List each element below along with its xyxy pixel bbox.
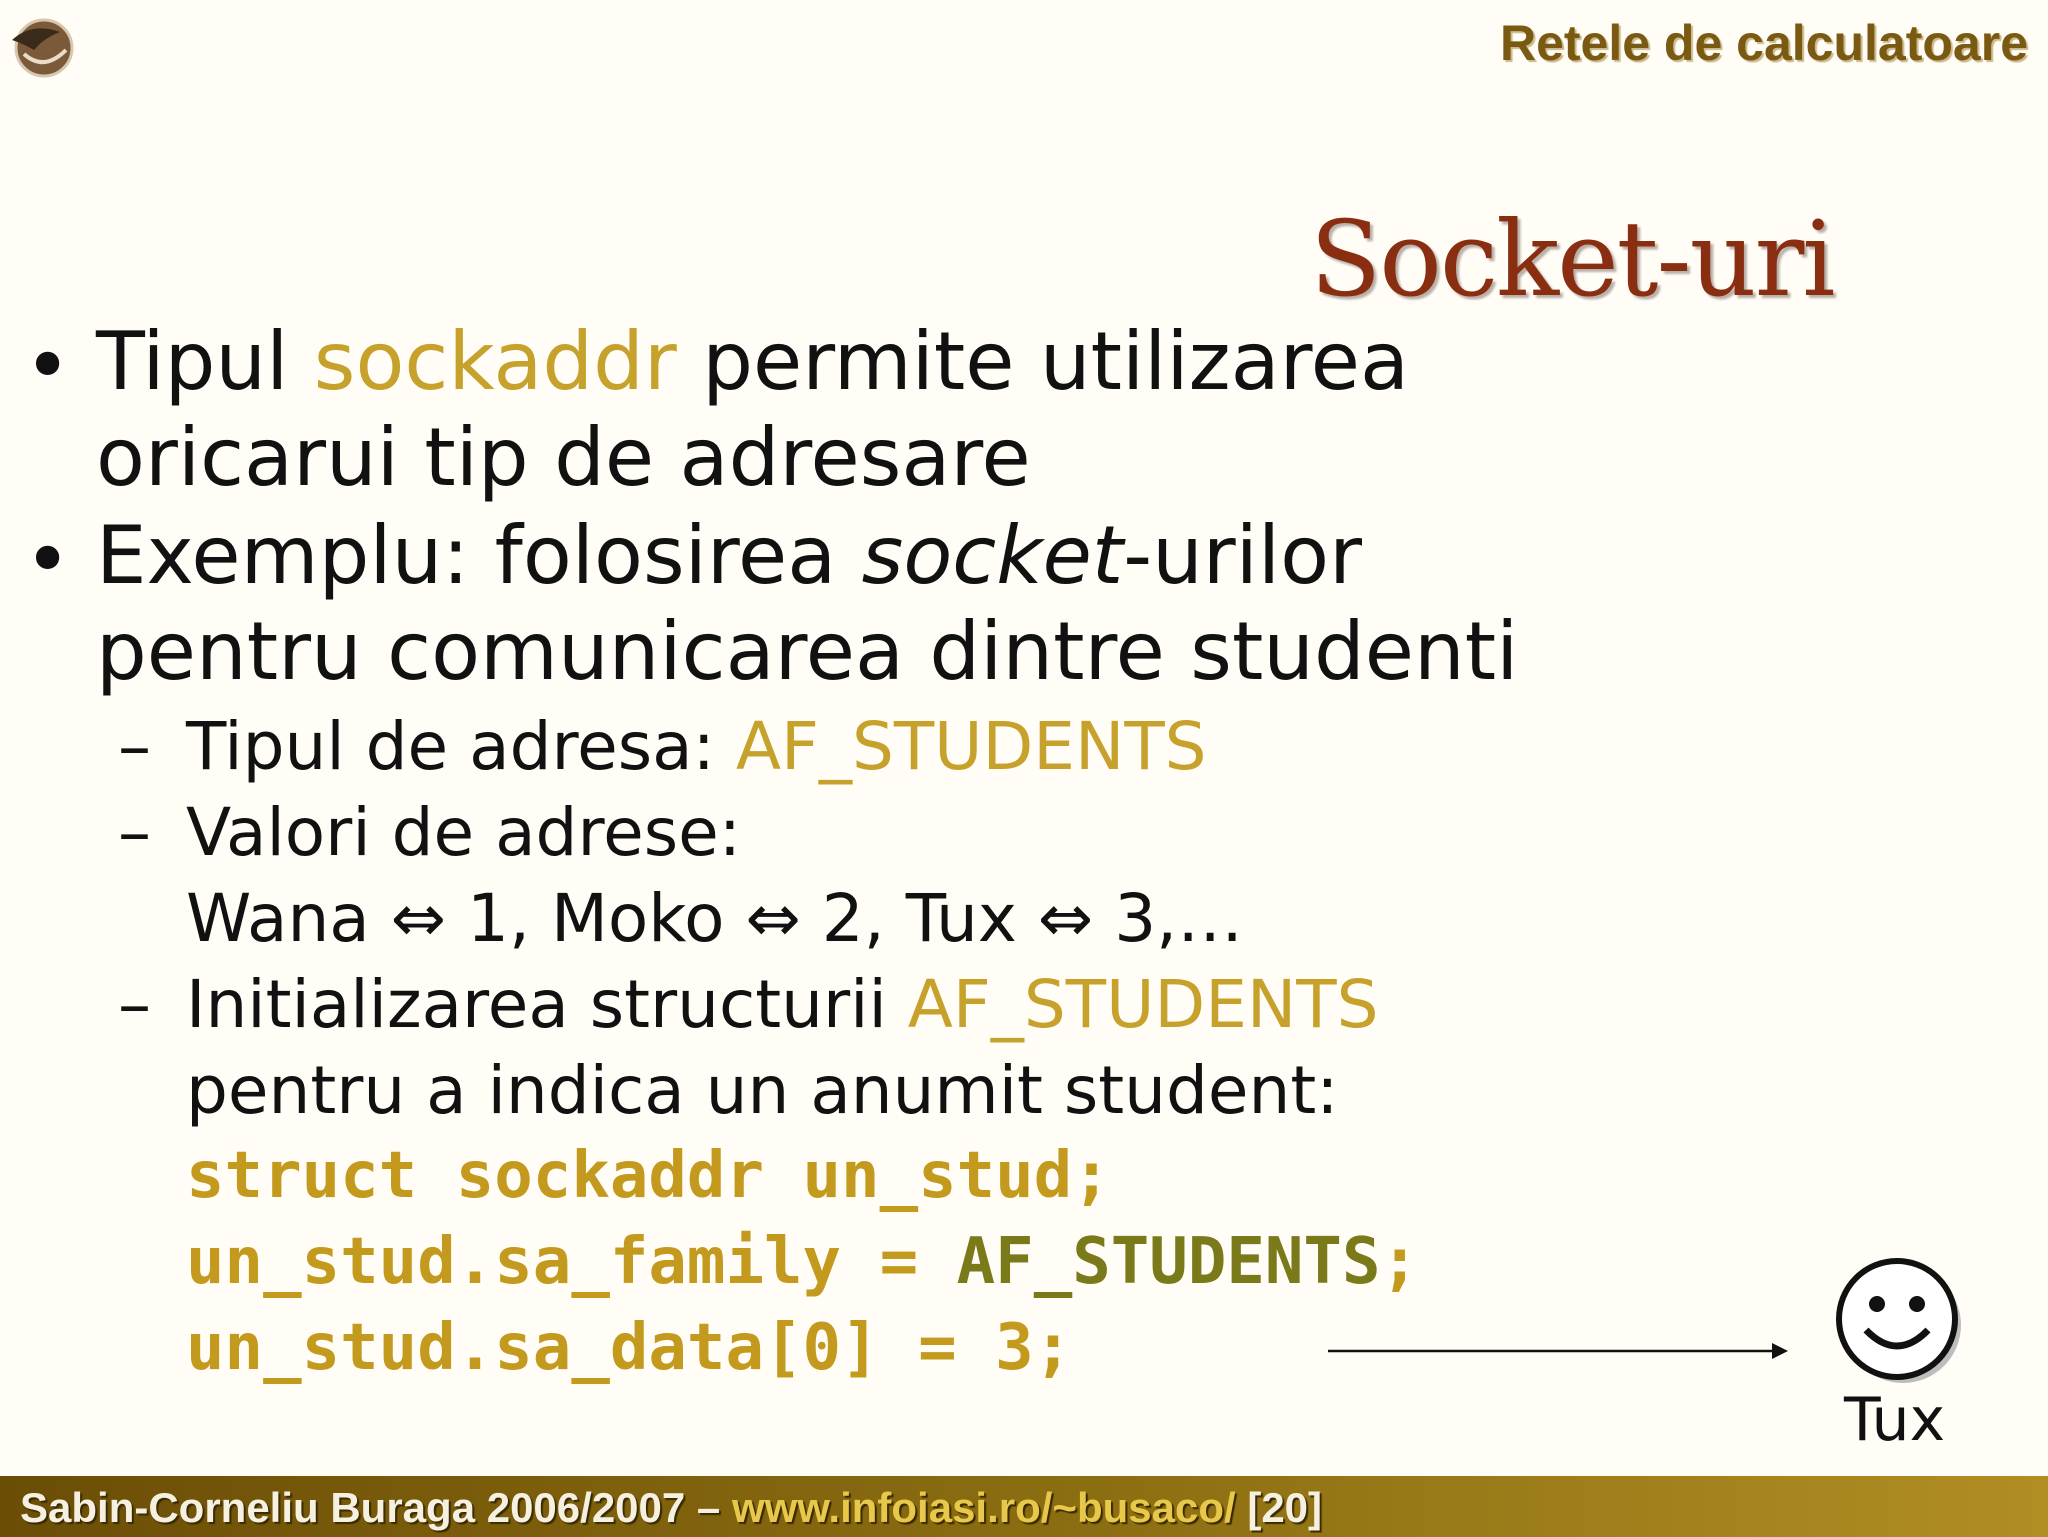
slide-title: Socket-uri xyxy=(1310,198,1834,320)
footer-url-link[interactable]: www.infoiasi.ro/~busaco/ xyxy=(731,1484,1236,1531)
bullet-1-line-2: oricarui tip de adresare xyxy=(96,411,1031,504)
footer-author: Sabin-Corneliu Buraga 2006/2007 – xyxy=(20,1484,732,1531)
bullet-2-line-1: Exemplu: folosirea socket-urilor xyxy=(96,509,1362,602)
subitem-marker: – xyxy=(118,708,151,785)
bullet-marker: • xyxy=(24,513,72,606)
sockaddr-term: sockaddr xyxy=(313,315,677,408)
footer-page-number: [20] xyxy=(1235,1484,1323,1531)
bullet-marker: • xyxy=(24,319,72,412)
subitem-address-values-list: Wana ⇔ 1, Moko ⇔ 2, Tux ⇔ 3,… xyxy=(186,880,1244,957)
subitem-init-line-2: pentru a indica un anumit student: xyxy=(186,1052,1339,1129)
footer-bar xyxy=(0,1476,2048,1537)
arrow-icon xyxy=(1328,1336,1788,1366)
footer-text xyxy=(20,1484,1322,1532)
subitem-init: Initializarea structurii AF_STUDENTS xyxy=(186,966,1379,1043)
smiley-icon xyxy=(1832,1254,1966,1388)
code-line-3: un_stud.sa_data[0] = 3; xyxy=(186,1311,1073,1385)
subitem-marker: – xyxy=(118,966,151,1043)
subitem-address-type: Tipul de adresa: AF_STUDENTS xyxy=(186,708,1207,785)
bullet-2-line-2: pentru comunicarea dintre studenti xyxy=(96,605,1519,698)
subitem-marker: – xyxy=(118,794,151,871)
code-line-1: struct sockaddr un_stud; xyxy=(186,1139,1111,1213)
logo-icon xyxy=(4,10,76,82)
smiley-label: Tux xyxy=(1844,1385,1946,1455)
course-title: Retele de calculatoare xyxy=(1499,15,2028,71)
code-line-2: un_stud.sa_family = AF_STUDENTS; xyxy=(186,1225,1419,1299)
subitem-address-values: Valori de adrese: xyxy=(186,794,741,871)
bullet-1-line-1: Tipul sockaddr permite utilizarea xyxy=(96,315,1410,408)
